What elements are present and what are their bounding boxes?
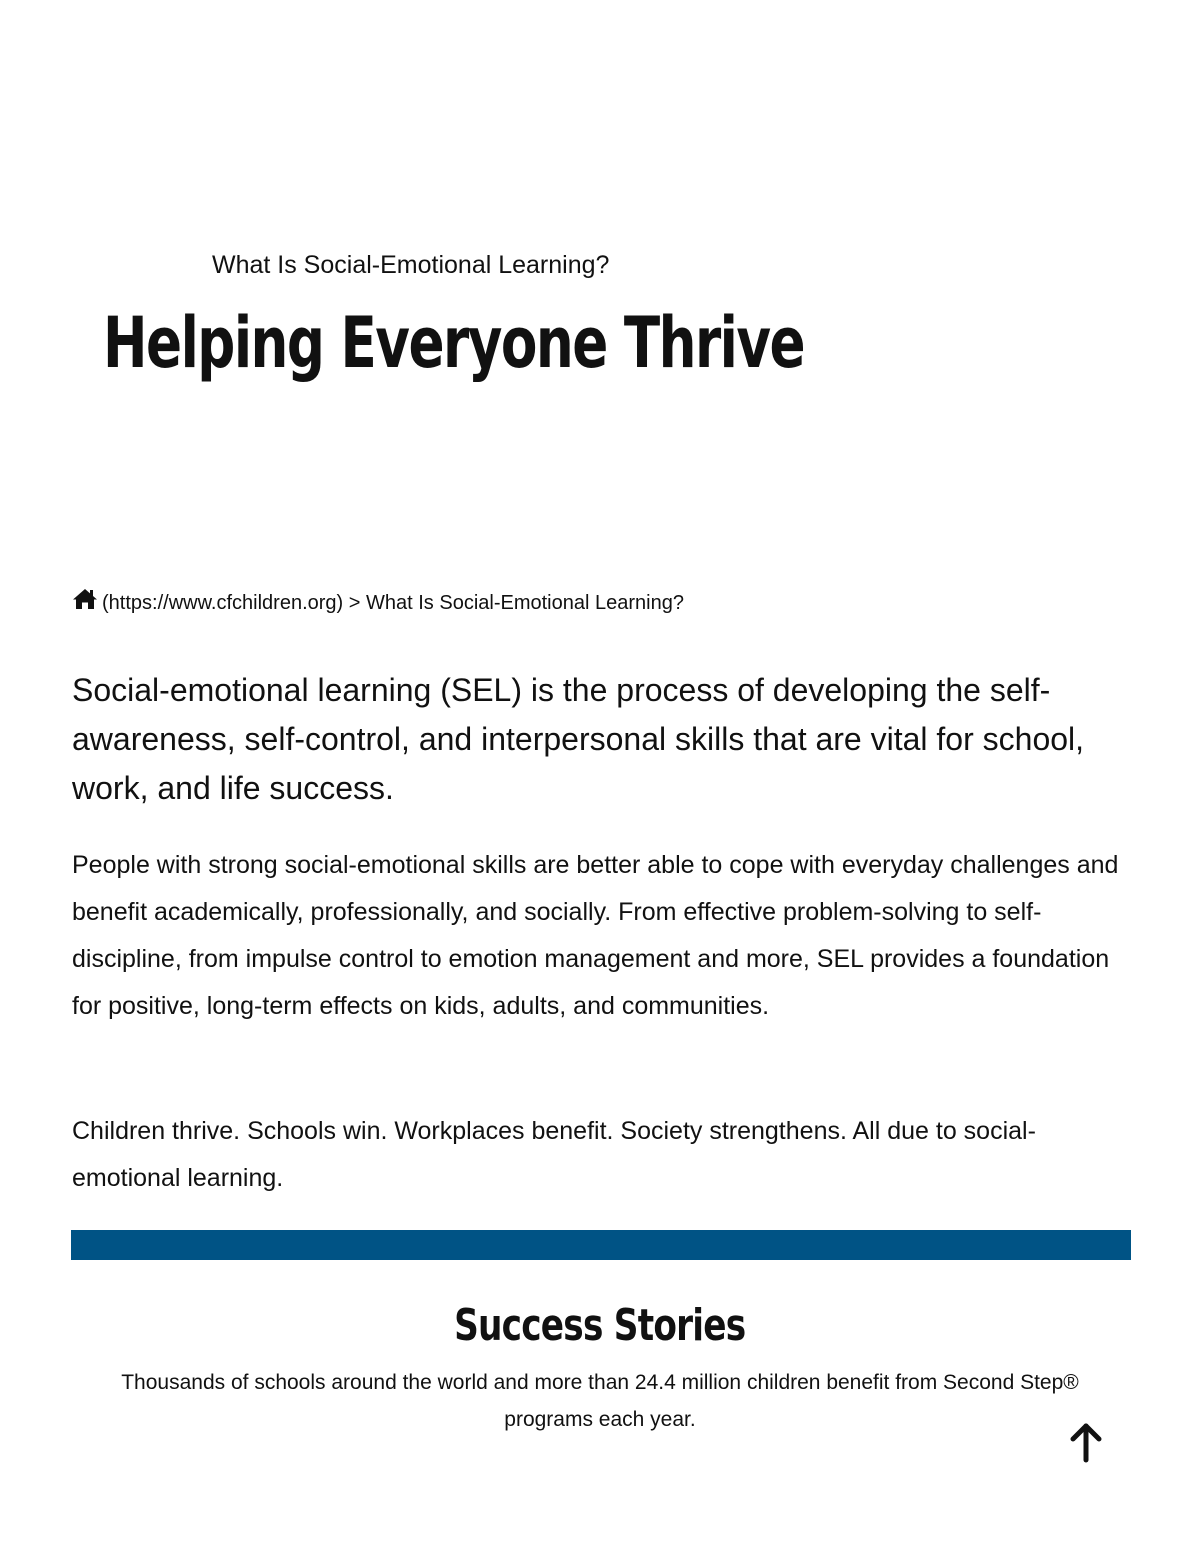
body-paragraph-thrive: Children thrive. Schools win. Workplaces benefit. Society strengthens. All due to social-emotional learning. (72, 1117, 1036, 1192)
back-to-top-button[interactable] (1066, 1422, 1106, 1464)
page-eyebrow: What Is Social-Emotional Learning? (212, 251, 610, 279)
success-stories-heading-text: Success Stories (454, 1300, 746, 1351)
breadcrumb-separator: > (348, 592, 361, 614)
intro-paragraph: Social-emotional learning (SEL) is the process of developing the self-awareness, self-control, and interpersonal skills that are vital for school, work, and life success. (72, 672, 1085, 806)
page-title: Helping Everyone Thrive (103, 302, 805, 384)
success-stories-text: Thousands of schools around the world and more than 24.4 million children benefit from Second Step® programs each year. (121, 1371, 1079, 1431)
breadcrumb-current: What Is Social-Emotional Learning? (366, 592, 684, 614)
home-icon[interactable] (72, 588, 102, 618)
arrow-up-icon[interactable] (1066, 1422, 1106, 1464)
body-paragraph-skills: People with strong social-emotional skills are better able to cope with everyday challenges and benefit academically, professionally, and socially. From effective problem-solving to self-discipline, from impulse control to emotion management and more, SEL provides a foundation for positive, long-term effects on kids, adults, and communities. (72, 851, 1119, 1020)
breadcrumb-home-link[interactable]: (https://www.cfchildren.org) (102, 592, 344, 614)
section-divider-bar (71, 1230, 1131, 1260)
success-stories-heading (0, 1296, 1200, 1356)
breadcrumb (72, 588, 684, 618)
